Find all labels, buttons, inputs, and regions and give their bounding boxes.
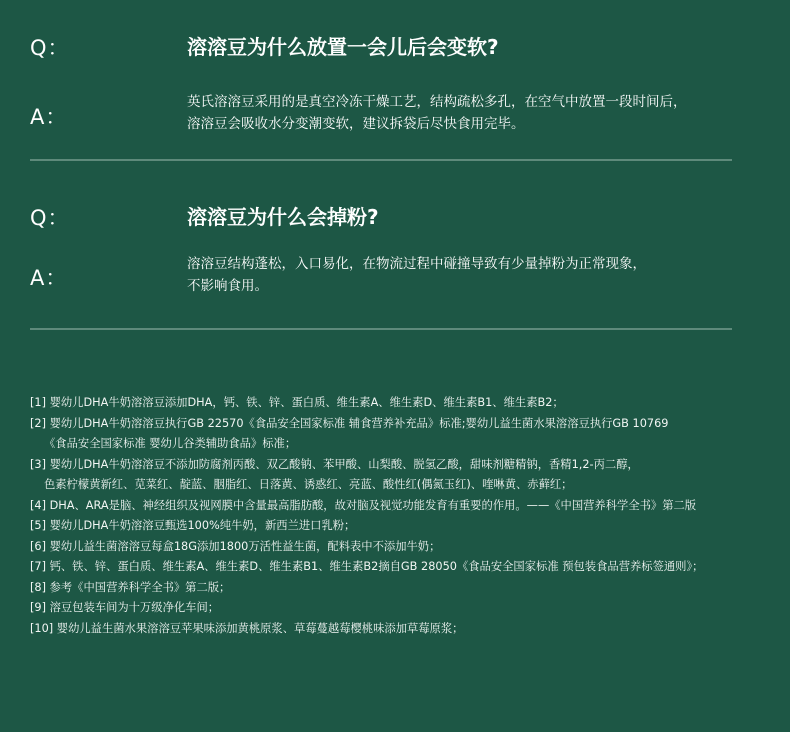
footnote-2-cont: 《食品安全国家标准 婴幼儿谷类辅助食品》标准； [44, 437, 297, 450]
footnote-4: [4] DHA、ARA是脑、神经组织及视网膜中含量最高脂肪酸，故对脑及视觉功能发育有重要的作用。——《中国营养科学全书》第二版 [30, 498, 697, 512]
answer-line: 溶溶豆会吸收水分变潮变软，建议拆袋后尽快食用完毕。 [187, 116, 525, 132]
footnote-7: [7] 钙、铁、锌、蛋白质、维生素A、维生素D、维生素B1、维生素B2摘自GB 28050《食品安全国家标准 预包装食品营养标签通则》； [30, 560, 704, 573]
question-label: Q： [30, 206, 70, 230]
answer-text [187, 253, 762, 297]
question-text: 溶溶豆为什么放置一会儿后会变软? [187, 35, 499, 59]
question-label: Q： [30, 36, 70, 60]
footnote-3-cont: 色素柠檬黄新红、苋菜红、靛蓝、胭脂红、日落黄、诱惑红、亮蓝、酸性红(偶氮玉红)、喹啉黄、赤藓红； [44, 478, 573, 491]
footnote-8: [8] 参考《中国营养科学全书》第二版； [30, 580, 231, 594]
answer-label: A： [30, 266, 68, 290]
footnote-5: [5] 婴幼儿DHA牛奶溶溶豆甄选100%纯牛奶，新西兰进口乳粉； [30, 519, 356, 532]
answer-label: A： [30, 105, 68, 129]
footnote-1: [1] 婴幼儿DHA牛奶溶溶豆添加DHA，钙、铁、锌、蛋白质、维生素A、维生素D、维生素B1、维生素B2； [30, 396, 564, 409]
section-divider [30, 159, 732, 161]
footnote-2: [2] 婴幼儿DHA牛奶溶溶豆执行GB 22570《食品安全国家标准 辅食营养补充品》标准;婴幼儿益生菌水果溶溶豆执行GB 10769 [30, 416, 669, 430]
footnote-10: [10] 婴幼儿益生菌水果溶溶豆苹果味添加黄桃原浆、草莓蔓越莓樱桃味添加草莓原浆； [30, 621, 464, 635]
section-divider [30, 328, 732, 330]
footnote-9: [9] 溶豆包装车间为十万级净化车间； [30, 601, 220, 614]
answer-line: 英氏溶溶豆采用的是真空冷冻干燥工艺，结构疏松多孔，在空气中放置一段时间后， [187, 94, 687, 110]
answer-line: 溶溶豆结构蓬松，入口易化，在物流过程中碰撞导致有少量掉粉为正常现象， [187, 256, 646, 272]
footnote-3: [3] 婴幼儿DHA牛奶溶溶豆不添加防腐剂丙酸、双乙酸钠、苯甲酸、山梨酸、脱氢乙酸，甜味剂糖精钠，香精1,2-丙二醇， [30, 457, 639, 471]
footnotes [30, 393, 775, 639]
answer-text [187, 91, 762, 135]
answer-line: 不影响食用。 [187, 278, 268, 294]
footnote-6: [6] 婴幼儿益生菌溶溶豆每盒18G添加1800万活性益生菌，配料表中不添加牛奶； [30, 539, 441, 553]
question-text: 溶溶豆为什么会掉粉? [187, 205, 379, 229]
